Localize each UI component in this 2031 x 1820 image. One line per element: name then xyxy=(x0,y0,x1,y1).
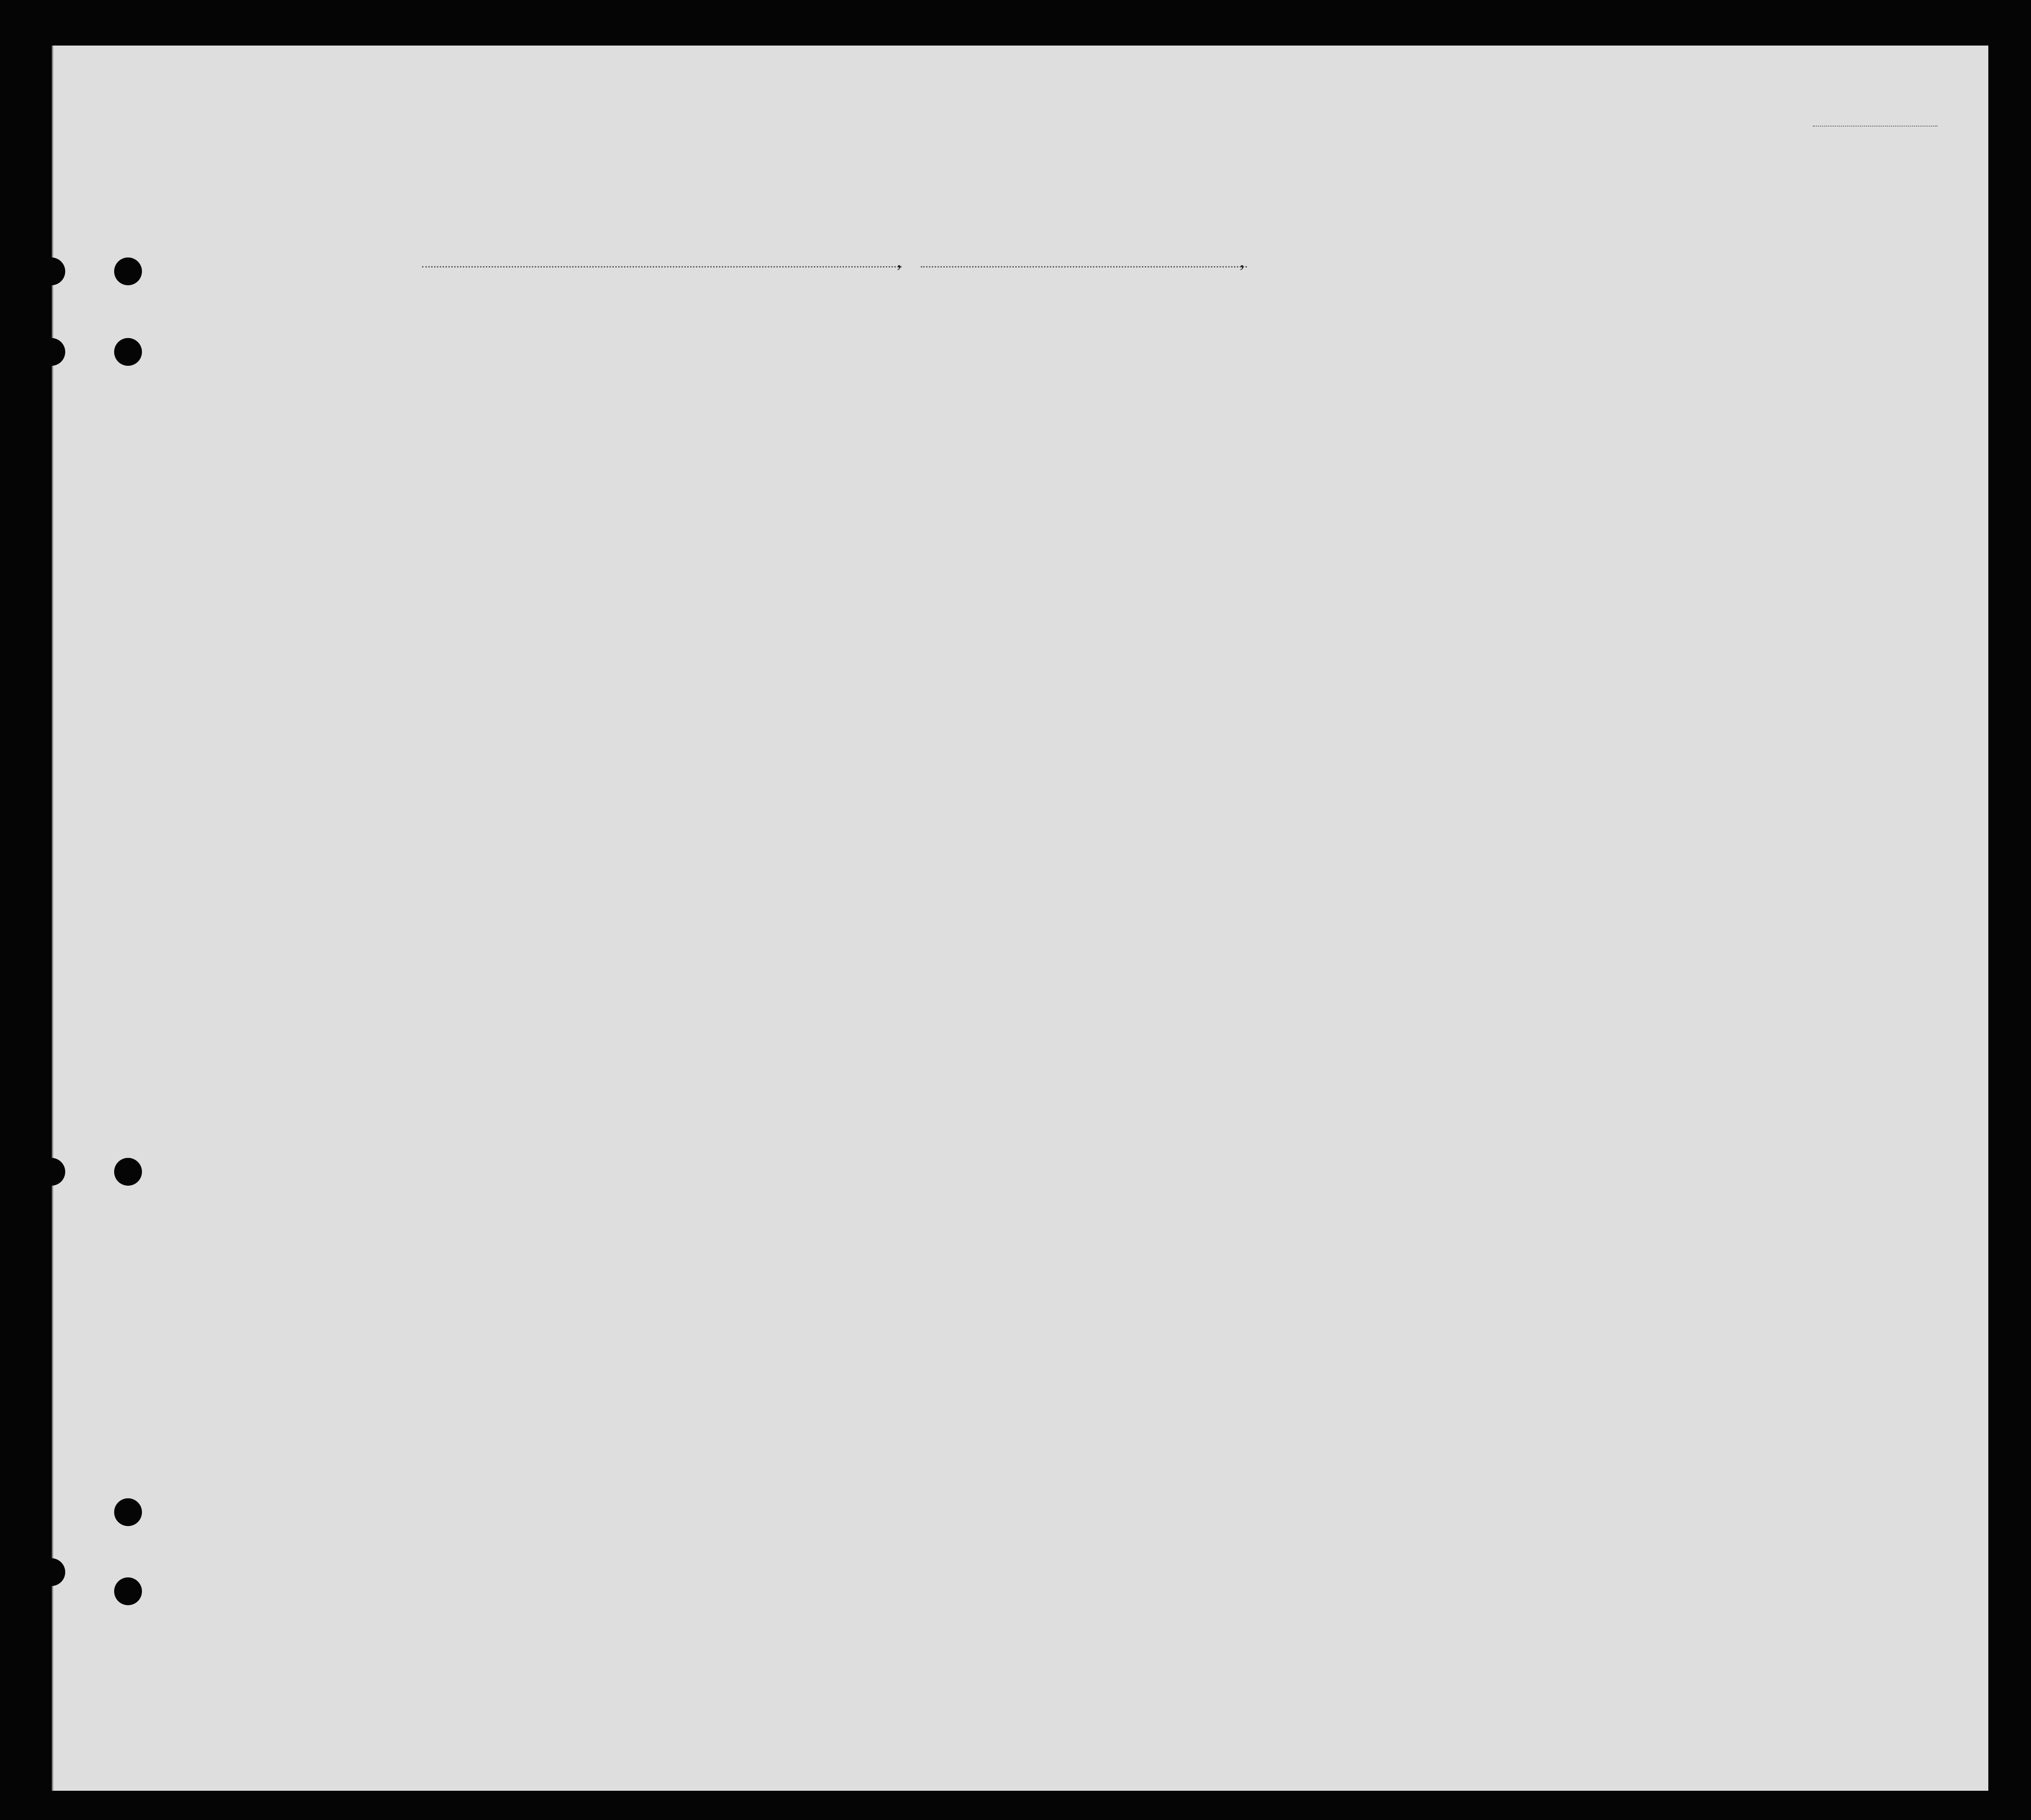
binder-hole xyxy=(114,1158,142,1186)
binder-hole xyxy=(37,257,65,285)
binder-hole xyxy=(114,1498,142,1526)
binder-hole xyxy=(114,257,142,285)
manifest-sheet xyxy=(52,46,1988,1791)
binder-hole xyxy=(114,338,142,366)
binder-hole xyxy=(37,338,65,366)
binder-hole xyxy=(114,1577,142,1605)
binder-hole xyxy=(37,1158,65,1186)
binder-hole xyxy=(37,1558,65,1586)
